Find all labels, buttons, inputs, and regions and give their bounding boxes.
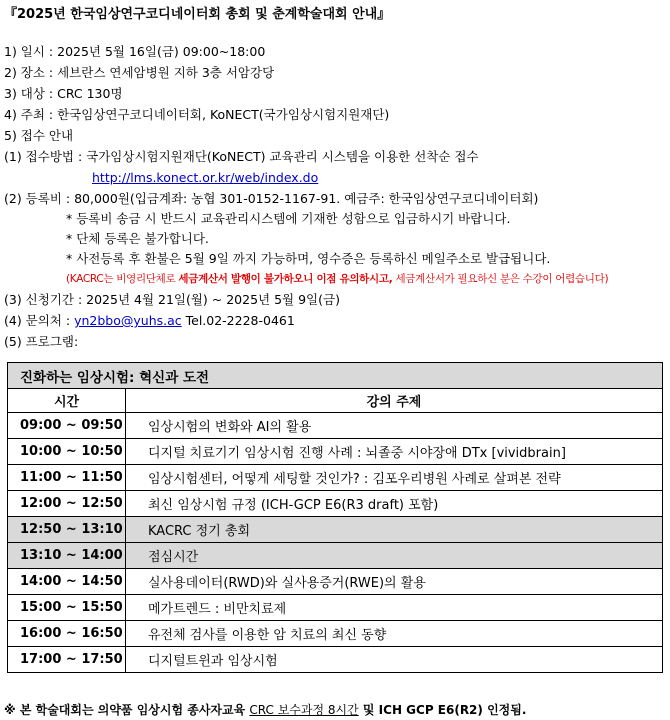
footer-part-b: CRC 보수과정 8시간 xyxy=(249,703,359,717)
item-period: (3) 신청기간 : 2025년 4월 21일(월) ~ 2025년 5월 9일(금) xyxy=(4,292,340,307)
row-topic: 최신 임상시험 규정 (ICH-GCP E6(R3 draft) 포함) xyxy=(126,491,663,517)
item-fee: (2) 등록비 : 80,000원(입금계좌: 농협 301-0152-1167-91. 예금주: 한국임상연구코디네이터회) xyxy=(4,191,539,206)
table-row xyxy=(8,543,663,569)
row-time: 16:00 ~ 16:50 xyxy=(8,621,126,647)
table-row xyxy=(8,621,663,647)
contact-label: (4) 문의처 : xyxy=(4,313,75,328)
footer-part-a: ※ 본 학술대회는 의약품 임상시험 종사자교육 xyxy=(4,703,250,717)
warning-part-a: (KACRC는 비영리단체로 xyxy=(66,273,179,285)
table-row xyxy=(8,465,663,491)
warning-part-c: 세금계산서가 필요하신 분은 수강이 어렵습니다) xyxy=(392,273,609,285)
row-time: 11:00 ~ 11:50 xyxy=(8,465,126,491)
item-method: (1) 접수방법 : 국가임상시험지원재단(KoNECT) 교육관리 시스템을 이용한 선착순 접수 xyxy=(4,149,479,164)
row-topic: KACRC 정기 총회 xyxy=(126,517,663,543)
item-date: 1) 일시 : 2025년 5월 16일(금) 09:00~18:00 xyxy=(4,44,266,59)
program-heading: 진화하는 임상시험: 혁신과 도전 xyxy=(8,363,663,389)
row-time: 15:00 ~ 15:50 xyxy=(8,595,126,621)
fee-note-3: * 사전등록 후 환불은 5월 9일 까지 가능하며, 영수증은 등록하신 메일주소로 발급됩니다. xyxy=(66,251,551,266)
table-row xyxy=(8,491,663,517)
page-title: 『2025년 한국임상연구코디네이터회 총회 및 춘계학술대회 안내』 xyxy=(4,7,391,22)
footer-part-c: 및 ICH GCP E6(R2) 인정됨. xyxy=(358,703,527,717)
row-time: 14:00 ~ 14:50 xyxy=(8,569,126,595)
item-contact xyxy=(4,312,295,330)
row-topic: 임상시험의 변화와 AI의 활용 xyxy=(126,413,663,439)
table-row xyxy=(8,517,663,543)
table-row xyxy=(8,647,663,673)
item-place: 2) 장소 : 세브란스 연세암병원 지하 3층 서암강당 xyxy=(4,65,275,80)
contact-email-link[interactable]: yn2bbo@yuhs.ac xyxy=(74,313,182,328)
program-table xyxy=(7,362,663,673)
column-header-time: 시간 xyxy=(8,389,126,413)
item-reception: 5) 접수 안내 xyxy=(4,128,74,143)
table-row xyxy=(8,569,663,595)
item-program: (5) 프로그램: xyxy=(4,334,79,349)
warning-part-b: 세금계산서 발행이 불가하오니 이점 유의하시고, xyxy=(178,273,393,285)
table-row xyxy=(8,595,663,621)
row-time: 12:00 ~ 12:50 xyxy=(8,491,126,517)
fee-note-2: * 단체 등록은 불가합니다. xyxy=(66,231,209,246)
row-topic: 메가트렌드 : 비만치료제 xyxy=(126,595,663,621)
row-time: 17:00 ~ 17:50 xyxy=(8,647,126,673)
table-row xyxy=(8,439,663,465)
fee-note-1: * 등록비 송금 시 반드시 교육관리시스템에 기재한 성함으로 입금하시기 바랍니다. xyxy=(66,211,511,226)
row-time: 13:10 ~ 14:00 xyxy=(8,543,126,569)
row-time: 09:00 ~ 09:50 xyxy=(8,413,126,439)
footer-note xyxy=(4,701,526,719)
row-topic: 유전체 검사를 이용한 암 치료의 최신 동향 xyxy=(126,621,663,647)
table-row xyxy=(8,413,663,439)
row-topic: 임상시험센터, 어떻게 세팅할 것인가? : 김포우리병원 사례로 살펴본 전략 xyxy=(126,465,663,491)
registration-link[interactable]: http://lms.konect.or.kr/web/index.do xyxy=(92,170,319,185)
row-topic: 디지털 치료기기 임상시험 진행 사례 : 뇌졸중 시야장애 DTx [vividbrain] xyxy=(126,439,663,465)
row-time: 10:00 ~ 10:50 xyxy=(8,439,126,465)
item-host: 4) 주최 : 한국임상연구코디네이터회, KoNECT(국가임상시험지원재단) xyxy=(4,107,390,122)
tax-invoice-warning xyxy=(66,270,608,288)
row-topic: 디지털트윈과 임상시험 xyxy=(126,647,663,673)
row-time: 12:50 ~ 13:10 xyxy=(8,517,126,543)
item-target: 3) 대상 : CRC 130명 xyxy=(4,86,123,101)
contact-tel: Tel.02-2228-0461 xyxy=(181,313,295,328)
column-header-topic: 강의 주제 xyxy=(126,389,663,413)
row-topic: 실사용데이터(RWD)와 실사용증거(RWE)의 활용 xyxy=(126,569,663,595)
row-topic: 점심시간 xyxy=(126,543,663,569)
